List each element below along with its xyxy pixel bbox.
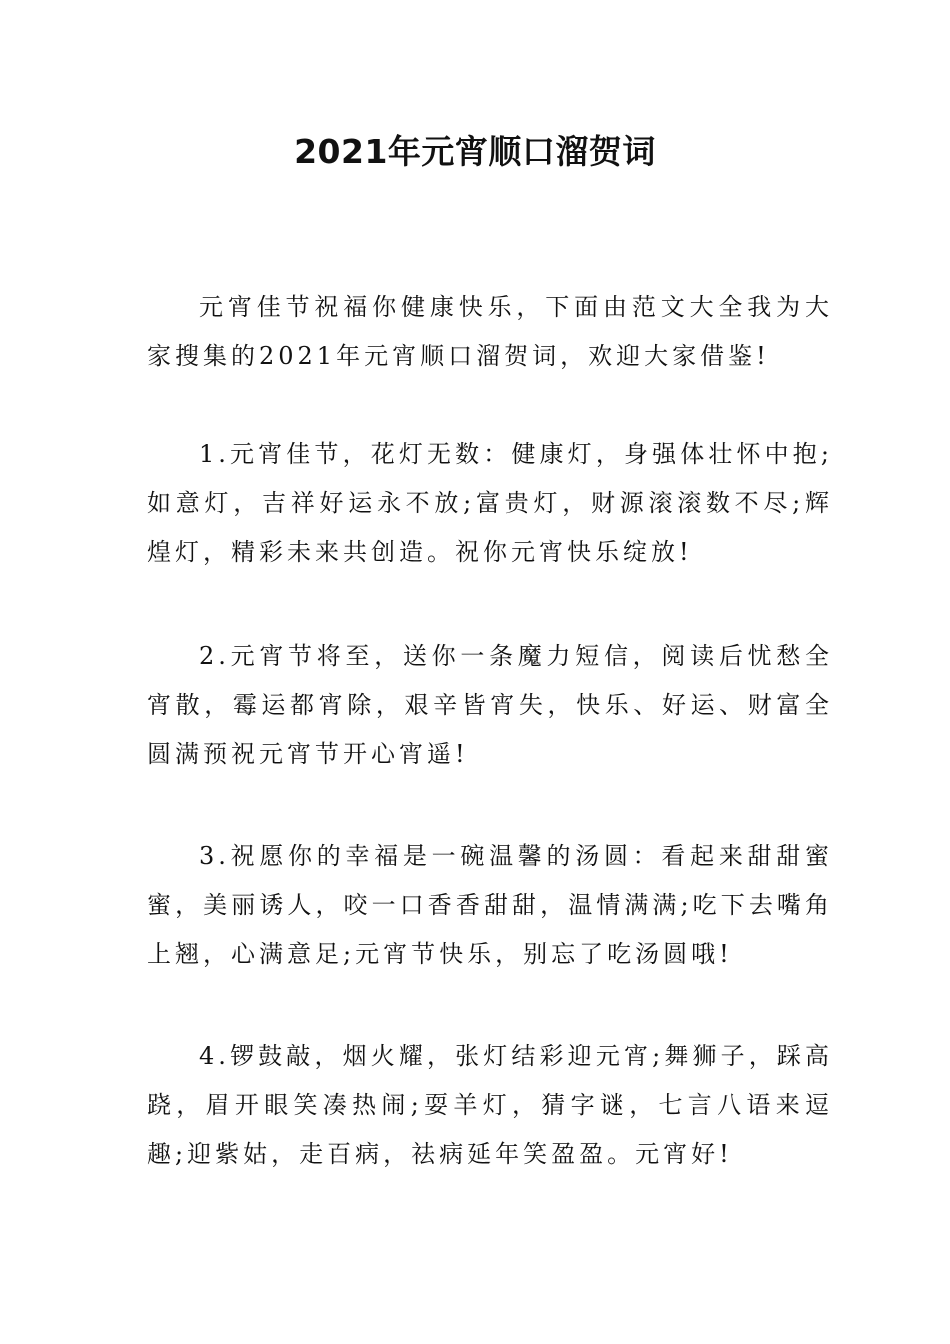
blessing-paragraph-4: 4.锣鼓敲，烟火耀，张灯结彩迎元宵;舞狮子，踩高跷，眉开眼笑凑热闹;耍羊灯，猜字谜，七言八语来逗趣;迎紫姑，走百病，祛病延年笑盈盈。元宵好! [147, 1042, 833, 1168]
document-title: 2021年元宵顺口溜贺词 [294, 132, 656, 171]
blessing-paragraph-3: 3.祝愿你的幸福是一碗温馨的汤圆：看起来甜甜蜜蜜，美丽诱人，咬一口香香甜甜，温情满满;吃下去嘴角上翘，心满意足;元宵节快乐，别忘了吃汤圆哦! [147, 842, 833, 968]
blessing-paragraph-2: 2.元宵节将至，送你一条魔力短信，阅读后忧愁全宵散，霉运都宵除，艰辛皆宵失，快乐、好运、财富全圆满预祝元宵节开心宵遥! [147, 642, 833, 768]
blessing-paragraph-1: 1.元宵佳节，花灯无数：健康灯，身强体壮怀中抱;如意灯，吉祥好运永不放;富贵灯，财源滚滚数不尽;辉煌灯，精彩未来共创造。祝你元宵快乐绽放! [147, 440, 833, 566]
intro-paragraph: 元宵佳节祝福你健康快乐，下面由范文大全我为大家搜集的2021年元宵顺口溜贺词，欢迎大家借鉴! [147, 293, 833, 370]
